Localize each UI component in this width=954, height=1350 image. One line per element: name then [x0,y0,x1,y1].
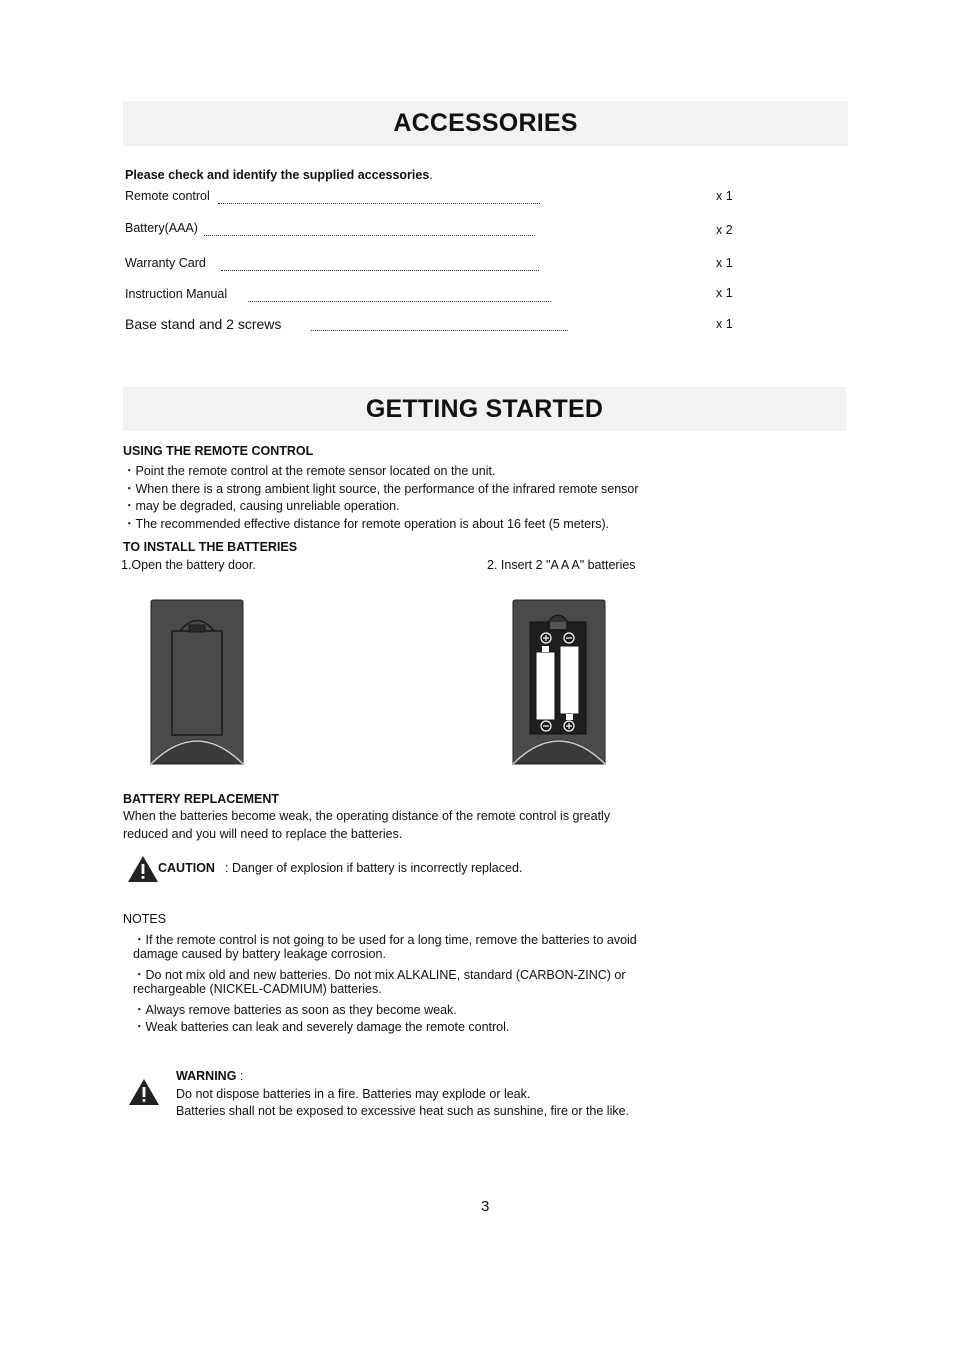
replacement-heading: BATTERY REPLACEMENT [123,792,280,806]
warning-label: WARNING [176,1069,237,1083]
remote-bullet: ・may be degraded, causing unreliable operation. [123,499,400,513]
notes-line: ・If the remote control is not going to be used for a long time, remove the batteries to avoid [133,933,637,947]
accessory-qty: x 1 [716,256,733,270]
accessory-qty: x 1 [716,286,733,300]
accessory-qty: x 1 [716,317,733,331]
install-step-1: 1.Open the battery door. [121,558,256,572]
accessories-intro-text: Please check and identify the supplied accessories [125,168,430,182]
leader-dots [218,189,540,204]
accessory-row-manual [125,287,745,305]
leader-dots [221,256,539,271]
install-step-2: 2. Insert 2 "A A A" batteries [487,558,636,572]
remote-bullet: ・Point the remote control at the remote sensor located on the unit. [123,464,496,478]
notes-line: ・Do not mix old and new batteries. Do not mix ALKALINE, standard (CARBON-ZINC) or [133,968,626,982]
notes-line: ・Weak batteries can leak and severely damage the remote control. [133,1020,510,1034]
leader-dots [311,316,568,331]
accessory-name: Battery(AAA) [125,221,198,235]
warning-text-line: Batteries shall not be exposed to excessive heat such as sunshine, fire or the like. [176,1104,630,1118]
accessory-name: Remote control [125,189,210,203]
caution-warning-icon [127,855,159,883]
notes-heading: NOTES [123,912,167,926]
getting-started-title: GETTING STARTED [365,394,604,423]
warning-heading [176,1069,243,1083]
caution-label: CAUTION [158,861,215,875]
leader-dots [204,221,535,236]
replacement-text-line: reduced and you will need to replace the batteries. [123,827,403,841]
accessory-qty: x 2 [716,223,733,237]
leader-dots [248,287,551,302]
accessory-name: Instruction Manual [125,287,228,301]
remote-heading: USING THE REMOTE CONTROL [123,444,314,458]
warning-text-line: Do not dispose batteries in a fire. Batteries may explode or leak. [176,1087,531,1101]
accessory-row-stand [125,316,745,334]
notes-line: rechargeable (NICKEL-CADMIUM) batteries. [133,982,382,996]
accessory-qty: x 1 [716,189,733,203]
remote-battery-door-illustration [148,598,246,766]
page-number: 3 [481,1198,490,1215]
accessories-intro-period: . [429,168,433,182]
accessory-name: Base stand and 2 screws [125,316,282,332]
accessory-row-warranty [125,256,745,274]
notes-line: ・Always remove batteries as soon as they become weak. [133,1003,457,1017]
remote-bullet: ・When there is a strong ambient light source, the performance of the infrared remote sensor [123,482,639,496]
caution-text: : Danger of explosion if battery is incorrectly replaced. [225,861,523,875]
accessory-row-remote [125,189,745,207]
warning-colon: : [236,1069,244,1083]
remote-batteries-inserted-illustration [510,598,608,766]
accessories-title: ACCESSORIES [393,109,578,137]
replacement-text-line: When the batteries become weak, the operating distance of the remote control is greatly [123,809,611,823]
accessories-banner [123,101,848,146]
getting-started-banner [123,387,846,431]
remote-bullet: ・The recommended effective distance for remote operation is about 16 feet (5 meters). [123,517,610,531]
warning-icon [128,1078,160,1106]
accessory-name: Warranty Card [125,256,206,270]
install-heading: TO INSTALL THE BATTERIES [123,540,298,554]
accessory-row-battery [125,221,745,239]
accessories-intro [125,168,433,182]
notes-line: damage caused by battery leakage corrosion. [133,947,386,961]
